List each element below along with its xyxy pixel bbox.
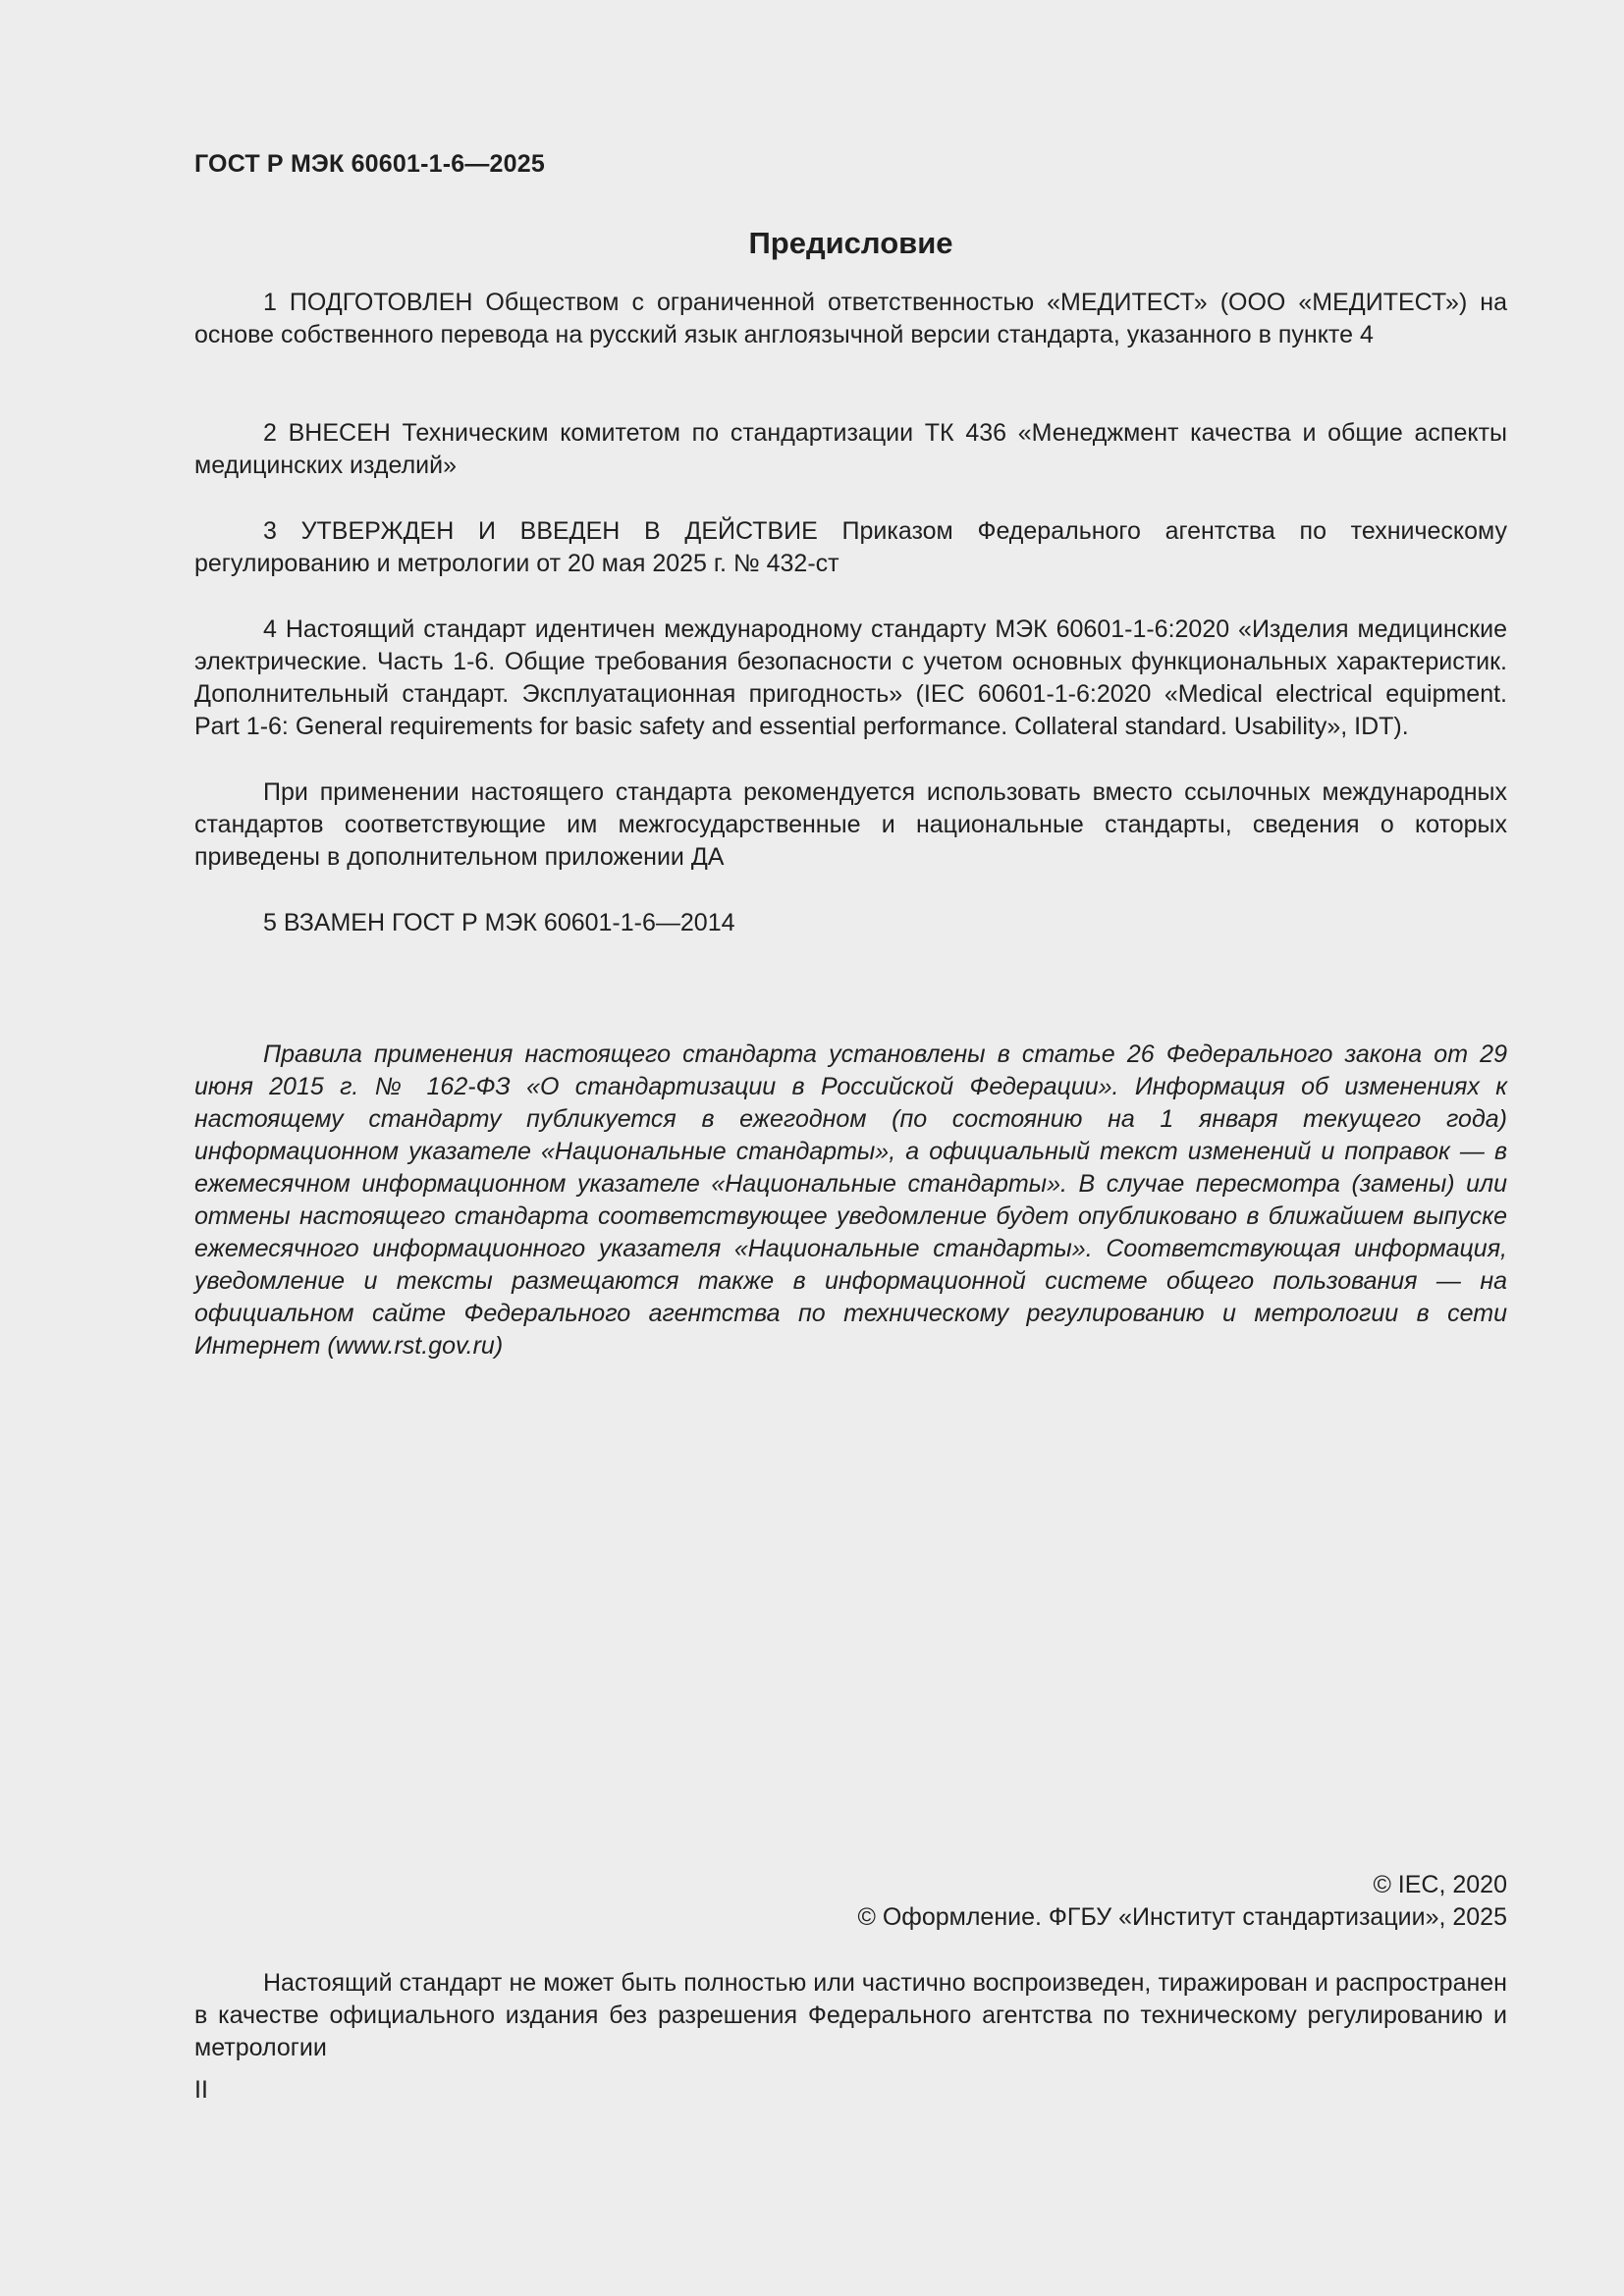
copyright-design: © Оформление. ФГБУ «Институт стандартизации», 2025	[857, 1903, 1507, 1931]
foreword-item-2: 2 ВНЕСЕН Техническим комитетом по стандартизации ТК 436 «Менеджмент качества и общие аспекты медицинских изделий»	[194, 419, 1507, 479]
page-title: Предисловие	[748, 226, 953, 260]
reproduction-notice: Настоящий стандарт не может быть полностью или частично воспроизведен, тиражирован и распространен в качестве официального издания без разрешения Федерального агентства по техническому регулированию и метрологии	[194, 1969, 1507, 2061]
foreword-item-1: 1 ПОДГОТОВЛЕН Обществом с ограниченной ответственностью «МЕДИТЕСТ» (ООО «МЕДИТЕСТ») на основе собственного перевода на русский язык англоязычной версии стандарта, указанного в пункте 4	[194, 289, 1507, 348]
document-page	[194, 0, 1507, 2296]
foreword-item-5: 5 ВЗАМЕН ГОСТ Р МЭК 60601-1-6—2014	[263, 909, 735, 936]
foreword-item-4: 4 Настоящий стандарт идентичен международному стандарту МЭК 60601-1-6:2020 «Изделия медицинские электрические. Часть 1-6. Общие требования безопасности с учетом основных функциональных характеристик. Дополнительный стандарт. Эксплуатационная пригодность» (IEC 60601-1-6:2020 «Medical electrical equipment. Part 1-6: General requirements for basic safety and essential performance. Collateral standard. Usability», IDT).	[194, 615, 1507, 740]
foreword-item-3: 3 УТВЕРЖДЕН И ВВЕДЕН В ДЕЙСТВИЕ Приказом Федерального агентства по техническому регулированию и метрологии от 20 мая 2025 г. № 432-ст	[194, 517, 1507, 577]
page-number: II	[194, 2076, 208, 2104]
foreword-item-4-note: При применении настоящего стандарта рекомендуется использовать вместо ссылочных международных стандартов соответствующие им межгосударственные и национальные стандарты, сведения о которых приведены в дополнительном приложении ДА	[194, 778, 1507, 871]
document-header: ГОСТ Р МЭК 60601-1-6—2025	[194, 150, 545, 178]
copyright-iec: © IEC, 2020	[1373, 1871, 1507, 1898]
rules-notice: Правила применения настоящего стандарта установлены в статье 26 Федерального закона от 29 июня 2015 г. № 162-ФЗ «О стандартизации в Российской Федерации». Информация об изменениях к настоящему стандарту публикуется в ежегодном (по состоянию на 1 января текущего года) информационном указателе «Национальные стандарты», а официальный текст изменений и поправок — в ежемесячном информационном указателе «Национальные стандарты». В случае пересмотра (замены) или отмены настоящего стандарта соответствующее уведомление будет опубликовано в ближайшем выпуске ежемесячного информационного указателя «Национальные стандарты». Соответствующая информация, уведомление и тексты размещаются также в информационной системе общего пользования — на официальном сайте Федерального агентства по техническому регулированию и метрологии в сети Интернет (www.rst.gov.ru)	[194, 1041, 1507, 1360]
